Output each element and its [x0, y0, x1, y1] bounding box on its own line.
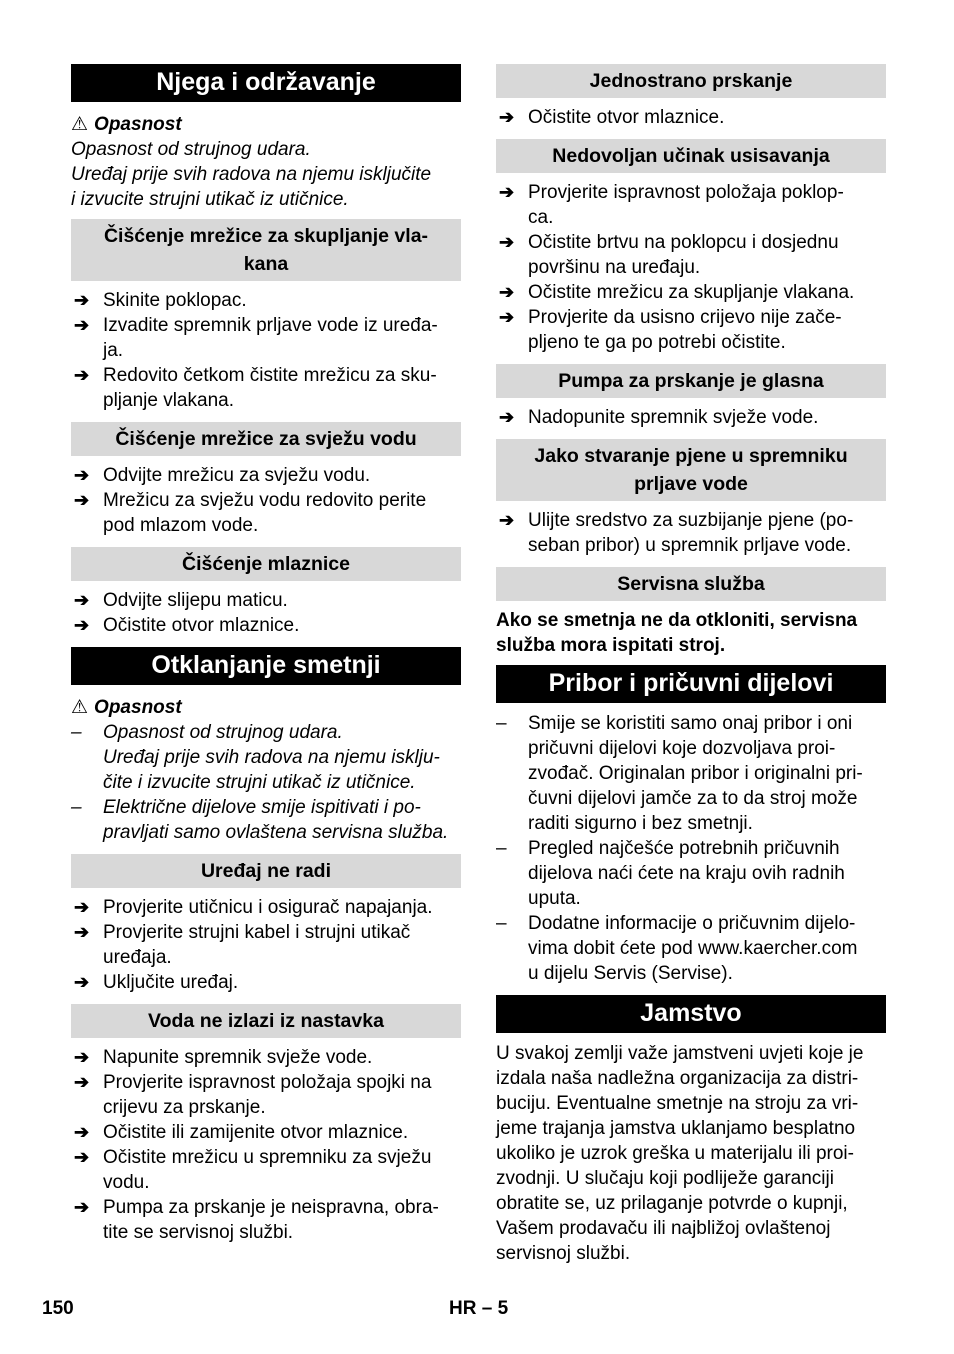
text-line: Provjerite ispravnost položaja spojki na: [103, 1072, 432, 1093]
text-line: Provjerite utičnicu i osigurač napajanja.: [103, 897, 433, 918]
warning-triangle-icon: ⚠: [71, 114, 89, 135]
instruction-step: [71, 920, 461, 970]
text-line: Redovito četkom čistite mrežicu za sku-: [103, 365, 437, 386]
heading-nozzle-cleaning: Čišćenje mlaznice: [71, 547, 461, 581]
warning-triangle-icon: ⚠: [71, 697, 89, 718]
text-line: Očistite mrežicu u spremniku za svježu: [103, 1147, 432, 1168]
text-line: Napunite spremnik svježe vode.: [103, 1047, 373, 1068]
text-line: Pregled najčešće potrebnih pričuvnih: [528, 838, 840, 859]
arrow-icon: ➔: [74, 1197, 90, 1217]
dash-item: [496, 911, 886, 986]
instruction-step: [496, 508, 886, 558]
arrow-icon: ➔: [74, 290, 90, 310]
page-label: HR – 5: [449, 1298, 509, 1319]
danger-text-line: Opasnost od strujnog udara.: [71, 139, 311, 160]
arrow-icon: ➔: [499, 510, 515, 530]
instruction-step: [71, 1145, 461, 1195]
text-line: vodu.: [103, 1172, 150, 1193]
danger-label: ⚠ Opasnost: [71, 114, 182, 135]
dash-marker: –: [71, 722, 82, 743]
instruction-step: [71, 1195, 461, 1245]
left-column: [71, 64, 461, 1245]
text-line: pričuvni dijelovi koje dozvoljava proi-: [528, 738, 836, 759]
text-line: seban pribor) u spremnik prljave vode.: [528, 535, 852, 556]
text-line: Očistite mrežicu za skupljanje vlakana.: [528, 282, 855, 303]
text-line: Odvijte mrežicu za svježu vodu.: [103, 465, 371, 486]
heading-troubleshooting: Otklanjanje smetnji: [71, 647, 461, 685]
instruction-step: [71, 613, 461, 638]
text-line: Ulijte sredstvo za suzbijanje pjene (po-: [528, 510, 854, 531]
text-line: Uređaj prije svih radova na njemu isklju-: [103, 747, 440, 768]
heading-pump-loud: Pumpa za prskanje je glasna: [496, 364, 886, 398]
text-line: Dodatne informacije o pričuvnim dijelo-: [528, 913, 856, 934]
dash-marker: –: [496, 713, 507, 734]
text-line: U svakoj zemlji važe jamstveni uvjeti koje je: [496, 1043, 864, 1064]
text-line: Provjerite strujni kabel i strujni utikač: [103, 922, 411, 943]
dash-marker: –: [496, 838, 507, 859]
warranty-paragraph: [496, 1041, 886, 1266]
danger-label: ⚠ Opasnost: [71, 697, 182, 718]
instruction-step: [496, 305, 886, 355]
heading-fresh-water-filter: Čišćenje mrežice za svježu vodu: [71, 422, 461, 456]
text-line: pljeno te ga po potrebi očistite.: [528, 332, 786, 353]
text-line: Provjerite ispravnost položaja poklop-: [528, 182, 844, 203]
arrow-icon: ➔: [499, 107, 515, 127]
heading-one-sided-spraying: Jednostrano prskanje: [496, 64, 886, 98]
text-line: Uključite uređaj.: [103, 972, 239, 993]
text-line: raditi sigurno i bez smetnji.: [528, 813, 753, 834]
heading-device-not-working: Uređaj ne radi: [71, 854, 461, 888]
heading-care-maintenance: Njega i održavanje: [71, 64, 461, 102]
instruction-step: [71, 970, 461, 995]
arrow-icon: ➔: [499, 182, 515, 202]
text-line: pljanje vlakana.: [103, 390, 234, 411]
text-line: obratite se, uz prilaganje potvrde o kupnji,: [496, 1193, 848, 1214]
arrow-icon: ➔: [74, 922, 90, 942]
dash-item: [496, 711, 886, 836]
text-line: vima dobit ćete pod www.kaercher.com: [528, 938, 858, 959]
text-line: izdala naša nadležna organizacija za distri-: [496, 1068, 859, 1089]
text-line: dijelova naći ćete na kraju ovih radnih: [528, 863, 845, 884]
instruction-step: [496, 405, 886, 430]
text-line: Odvijte slijepu maticu.: [103, 590, 288, 611]
arrow-icon: ➔: [499, 282, 515, 302]
text-line: zvodnji. U slučaju koji podliježe garanciji: [496, 1168, 834, 1189]
text-line: Električne dijelove smije ispitivati i po-: [103, 797, 421, 818]
arrow-icon: ➔: [74, 490, 90, 510]
text-line: Očistite otvor mlaznice.: [103, 615, 300, 636]
instruction-step: [71, 588, 461, 613]
text-line: Očistite otvor mlaznice.: [528, 107, 725, 128]
text-line: ca.: [528, 207, 554, 228]
text-line: uputa.: [528, 888, 581, 909]
text-line: Izvadite spremnik prljave vode iz uređa-: [103, 315, 438, 336]
arrow-icon: ➔: [74, 365, 90, 385]
instruction-step: [71, 488, 461, 538]
instruction-step: [496, 180, 886, 230]
text-line: tite se servisnoj službi.: [103, 1222, 294, 1243]
instruction-step: [71, 313, 461, 363]
text-line: Pumpa za prskanje je neispravna, obra-: [103, 1197, 439, 1218]
service-text-line: služba mora ispitati stroj.: [496, 635, 726, 656]
text-line: buciju. Eventualne smetnje na stroju za vri-: [496, 1093, 859, 1114]
dash-item: [71, 720, 461, 745]
heading-warranty: Jamstvo: [496, 995, 886, 1033]
arrow-icon: ➔: [74, 897, 90, 917]
dash-marker: –: [496, 913, 507, 934]
instruction-step: [71, 363, 461, 413]
arrow-icon: ➔: [499, 307, 515, 327]
heading-suction-power: Nedovoljan učinak usisavanja: [496, 139, 886, 173]
instruction-step: [71, 1120, 461, 1145]
arrow-icon: ➔: [499, 407, 515, 427]
arrow-icon: ➔: [74, 590, 90, 610]
text-line: Opasnost od strujnog udara.: [103, 722, 343, 743]
arrow-icon: ➔: [74, 972, 90, 992]
text-line: Očistite brtvu na poklopcu i dosjednu: [528, 232, 839, 253]
instruction-step: [71, 1070, 461, 1120]
danger-text-line: Uređaj prije svih radova na njemu isključite: [71, 164, 432, 185]
instruction-step: [496, 105, 886, 130]
instruction-step: [71, 288, 461, 313]
instruction-step: [71, 1045, 461, 1070]
arrow-icon: ➔: [74, 315, 90, 335]
arrow-icon: ➔: [74, 1047, 90, 1067]
text-line: pravljati samo ovlaštena servisna služba.: [103, 822, 449, 843]
text-line: ukoliko je uzrok greška u materijalu ili proi-: [496, 1143, 854, 1164]
text-line: ja.: [103, 340, 124, 361]
text-line: čite i izvucite strujni utikač iz utičnice.: [103, 772, 416, 793]
arrow-icon: ➔: [74, 1147, 90, 1167]
text-line: pod mlazom vode.: [103, 515, 259, 536]
arrow-icon: ➔: [74, 615, 90, 635]
instruction-step: [496, 230, 886, 280]
service-text-line: Ako se smetnja ne da otkloniti, servisna: [496, 610, 858, 631]
text-line: Mrežicu za svježu vodu redovito perite: [103, 490, 427, 511]
text-line: čuvni dijelovi jamče za to da stroj može: [528, 788, 858, 809]
arrow-icon: ➔: [499, 232, 515, 252]
heading-foam: Jako stvaranje pjene u spremniku prljave vode: [496, 439, 886, 501]
instruction-step: [71, 463, 461, 488]
instruction-step: [496, 280, 886, 305]
text-line: uređaja.: [103, 947, 172, 968]
dash-item-continuation: [71, 745, 461, 795]
arrow-icon: ➔: [74, 465, 90, 485]
heading-filter-cleaning: Čišćenje mrežice za skupljanje vla- kana: [71, 219, 461, 281]
page-number: 150: [42, 1298, 74, 1319]
heading-no-water: Voda ne izlazi iz nastavka: [71, 1004, 461, 1038]
text-line: Nadopunite spremnik svježe vode.: [528, 407, 819, 428]
text-line: u dijelu Servis (Servise).: [528, 963, 733, 984]
text-line: površinu na uređaju.: [528, 257, 701, 278]
arrow-icon: ➔: [74, 1122, 90, 1142]
text-line: Očistite ili zamijenite otvor mlaznice.: [103, 1122, 409, 1143]
heading-service: Servisna služba: [496, 567, 886, 601]
dash-marker: –: [71, 797, 82, 818]
danger-text-line: i izvucite strujni utikač iz utičnice.: [71, 189, 349, 210]
text-line: Smije se koristiti samo onaj pribor i oni: [528, 713, 853, 734]
right-column: [496, 64, 886, 1266]
dash-item: [496, 836, 886, 911]
text-line: servisnoj službi.: [496, 1243, 631, 1264]
text-line: jeme trajanja jamstva uklanjamo besplatno: [496, 1118, 856, 1139]
dash-item: [71, 795, 461, 845]
arrow-icon: ➔: [74, 1072, 90, 1092]
text-line: crijevu za prskanje.: [103, 1097, 266, 1118]
text-line: Vašem prodavaču ili najbližoj ovlaštenoj: [496, 1218, 831, 1239]
heading-accessories: Pribor i pričuvni dijelovi: [496, 665, 886, 703]
text-line: zvođač. Originalan pribor i originalni pri-: [528, 763, 863, 784]
text-line: Provjerite da usisno crijevo nije zače-: [528, 307, 842, 328]
text-line: Skinite poklopac.: [103, 290, 247, 311]
instruction-step: [71, 895, 461, 920]
